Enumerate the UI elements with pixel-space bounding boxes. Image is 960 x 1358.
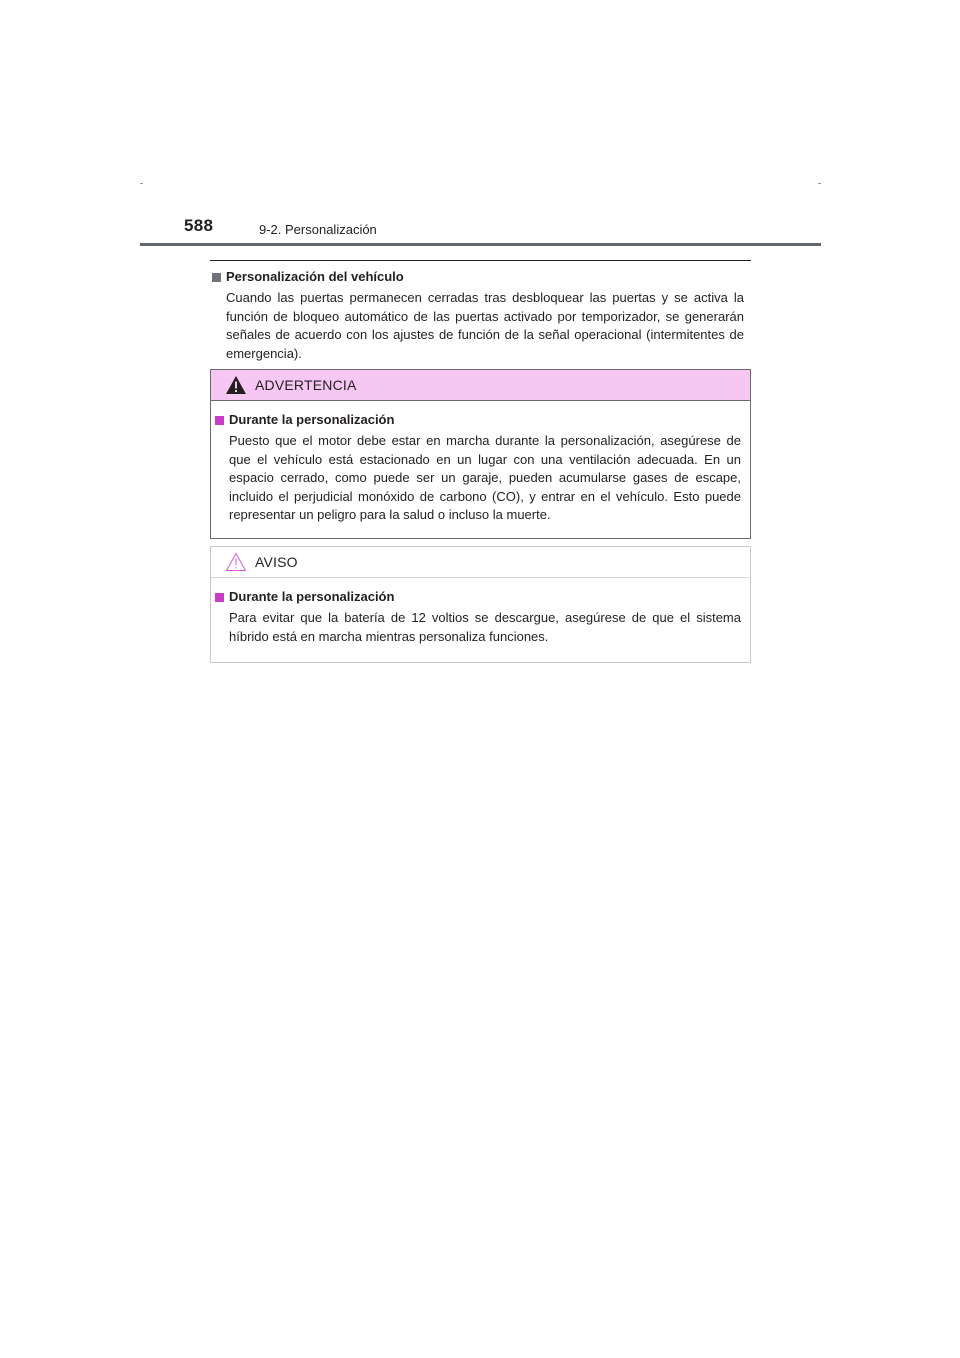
page-number: 588 <box>184 216 214 235</box>
notice-box <box>210 546 751 663</box>
notice-box-body <box>211 578 750 646</box>
notice-box-header <box>211 547 750 578</box>
vehicle-customization-section <box>212 268 744 363</box>
warning-heading <box>215 411 741 429</box>
vehicle-customization-heading <box>212 268 744 286</box>
vehicle-customization-text: Cuando las puertas permanecen cerradas tras desbloquear las puertas y se activa la función de bloqueo automático de las puertas activado por temporizador, se generarán señales de acuerdo con los ajustes de función de la señal operacional (intermitentes de emergencia). <box>226 290 744 361</box>
caution-outline-triangle-icon <box>225 552 247 572</box>
crop-mark-right <box>818 183 821 184</box>
warning-text: Puesto que el motor debe estar en marcha durante la personalización, asegúrese de que el vehículo está estacionado en un lugar con una ventilación adecuada. En un espacio cerrado, como puede ser un garaje, pueden acumularse gases de escape, incluido el perjudicial monóxido de carbono (CO), y entrar en el vehículo. Esto puede representar un peligro para la salud o incluso la muerte. <box>229 433 741 522</box>
gray-square-bullet-icon <box>212 273 221 282</box>
warning-box-header <box>211 370 750 401</box>
header-rule <box>140 243 821 246</box>
warning-box-title: ADVERTENCIA <box>255 377 357 393</box>
vehicle-customization-heading-text: Personalización del vehículo <box>226 269 404 284</box>
warning-box-body <box>211 401 750 525</box>
warning-heading-text: Durante la personalización <box>229 412 395 427</box>
warning-box <box>210 369 751 539</box>
magenta-square-bullet-icon <box>215 416 224 425</box>
warning-filled-triangle-icon <box>225 375 247 395</box>
notice-heading <box>215 588 741 606</box>
section-title: 9-2. Personalización <box>259 222 377 237</box>
notice-text: Para evitar que la batería de 12 voltios se descargue, asegúrese de que el sistema híbrido está en marcha mientras personaliza funciones. <box>229 610 741 644</box>
magenta-square-bullet-icon <box>215 593 224 602</box>
notice-heading-text: Durante la personalización <box>229 589 395 604</box>
crop-mark-left <box>140 183 143 184</box>
notice-box-title: AVISO <box>255 554 298 570</box>
section-divider <box>210 260 751 261</box>
